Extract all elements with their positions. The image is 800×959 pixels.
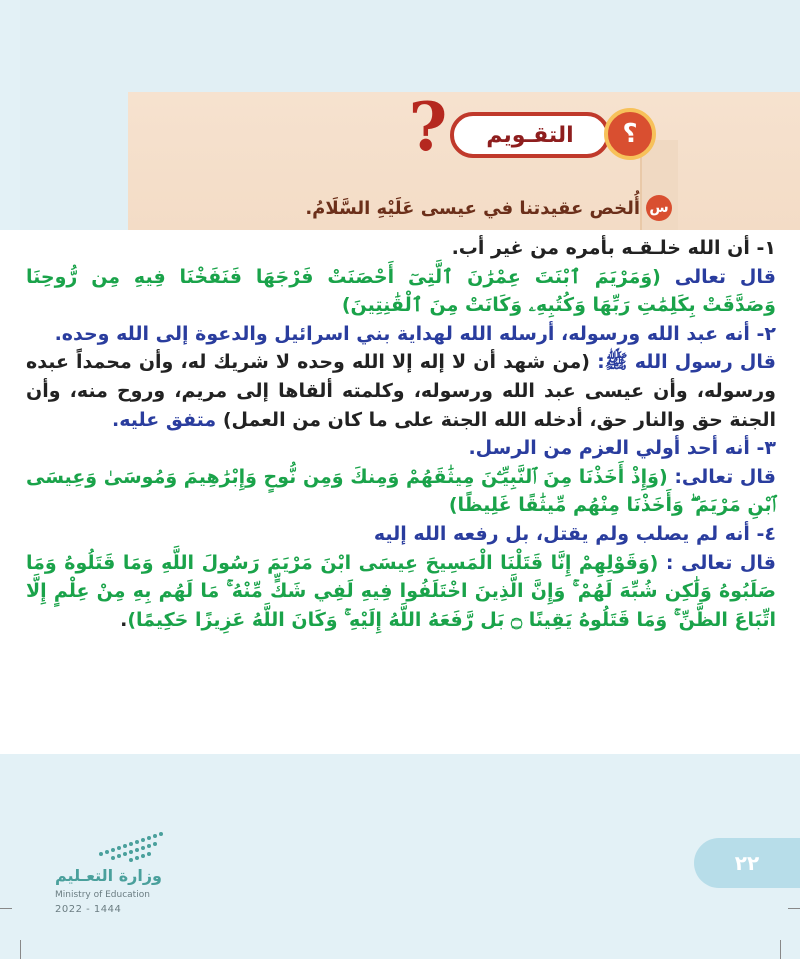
point-4-verse — [26, 549, 776, 635]
ministry-name-ar: وزارة التعـليم — [55, 866, 162, 885]
crop-mark — [788, 908, 800, 909]
point-3-heading: ٣- أنه أحد أولي العزم من الرسل. — [468, 437, 776, 460]
question-line — [305, 190, 672, 226]
page-number: ٢٢ — [734, 851, 760, 875]
section-title: التقـويم — [486, 122, 574, 148]
question-text: أُلخص عقيدتنا في عيسى عَلَيْهِ السَّلَامُ. — [305, 197, 640, 219]
point-2-quote: (من شهد أن لا إله إلا الله وحده لا شريك له، وأن محمداً عبده ورسوله، وأن عيسى عبد الله ورسوله، وكلمته ألقاها إلى مريم، وروح منه، وأن الجنة حق والنار حق، أدخله الله الجنة على ما كان من العمل) — [26, 351, 776, 431]
crop-mark — [0, 908, 12, 909]
question-mark-icon: ? — [408, 88, 448, 166]
point-4-quote: (وَقَوْلِهِمْ إِنَّا قَتَلْنَا الْمَسِيحَ عِيسَى ابْنَ مَرْيَمَ رَسُولَ اللَّهِ وَمَا قَتَلُوهُ وَمَا صَلَبُوهُ وَلَٰكِن شُبِّهَ لَهُمْ ۚ وَإِنَّ الَّذِينَ اخْتَلَفُوا فِيهِ لَفِي شَكٍّ مِّنْهُ ۚ مَا لَهُم بِهِ مِنْ عِلْمٍ إِلَّا اتِّبَاعَ الظَّنِّ ۚ وَمَا قَتَلُوهُ يَقِينًا ۝ بَل رَّفَعَهُ اللَّهُ إِلَيْهِ ۚ وَكَانَ اللَّهُ عَزِيزًا حَكِيمًا) — [26, 551, 776, 631]
ministry-dots-icon — [95, 830, 165, 864]
point-2-source: متفق عليه. — [112, 408, 217, 431]
question-badge: س — [646, 195, 672, 221]
point-1-quote: (وَمَرْيَمَ ٱبْنَتَ عِمْرَٰنَ ٱلَّتِىٓ أَحْصَنَتْ فَرْجَهَا فَنَفَخْنَا فِيهِ مِن رُّوحِنَا وَصَدَّقَتْ بِكَلِمَٰتِ رَبِّهَا وَكُتُبِهِۦ وَكَانَتْ مِنَ ٱلْقَٰنِتِينَ) — [26, 265, 776, 317]
answer-content — [26, 234, 776, 634]
point-1-verse — [26, 263, 776, 320]
point-3-verse — [26, 463, 776, 520]
page-number-tab — [694, 838, 800, 888]
crop-mark — [780, 940, 781, 959]
point-2-hadith — [26, 348, 776, 434]
point-3-intro: قال تعالى: — [674, 465, 776, 488]
ministry-logo — [55, 830, 165, 930]
point-1-intro: قال تعالى — [674, 265, 776, 288]
point-4-tail: . — [120, 608, 128, 631]
point-3-quote: (وَإِذْ أَخَذْنَا مِنَ ٱلنَّبِيِّـۧنَ مِيثَٰقَهُمْ وَمِنكَ وَمِن نُّوحٍ وَإِبْرَٰهِيمَ وَمُوسَىٰ وَعِيسَى ٱبْنِ مَرْيَمَ ۖ وَأَخَذْنَا مِنْهُم مِّيثَٰقًا غَلِيظًا) — [26, 465, 776, 517]
point-4-heading: ٤- أنه لم يصلب ولم يقتل، بل رفعه الله إليه — [373, 522, 776, 545]
ministry-year: 2022 - 1444 — [55, 904, 122, 915]
point-1-heading: ١- أن الله خلـقـه بأمره من غير أب. — [451, 237, 776, 259]
point-2-intro: قال رسول الله ﷺ: — [597, 351, 776, 374]
point-4-intro: قال تعالى : — [665, 551, 776, 574]
section-title-pill — [450, 112, 610, 158]
crop-mark — [20, 940, 21, 959]
point-2-heading: ٢- أنه عبد الله ورسوله، أرسله الله لهداية بني اسرائيل والدعوة إلى الله وحده. — [54, 322, 776, 345]
evaluation-medal-icon: ؟ — [604, 108, 656, 160]
ministry-name-en: Ministry of Education — [55, 890, 150, 900]
